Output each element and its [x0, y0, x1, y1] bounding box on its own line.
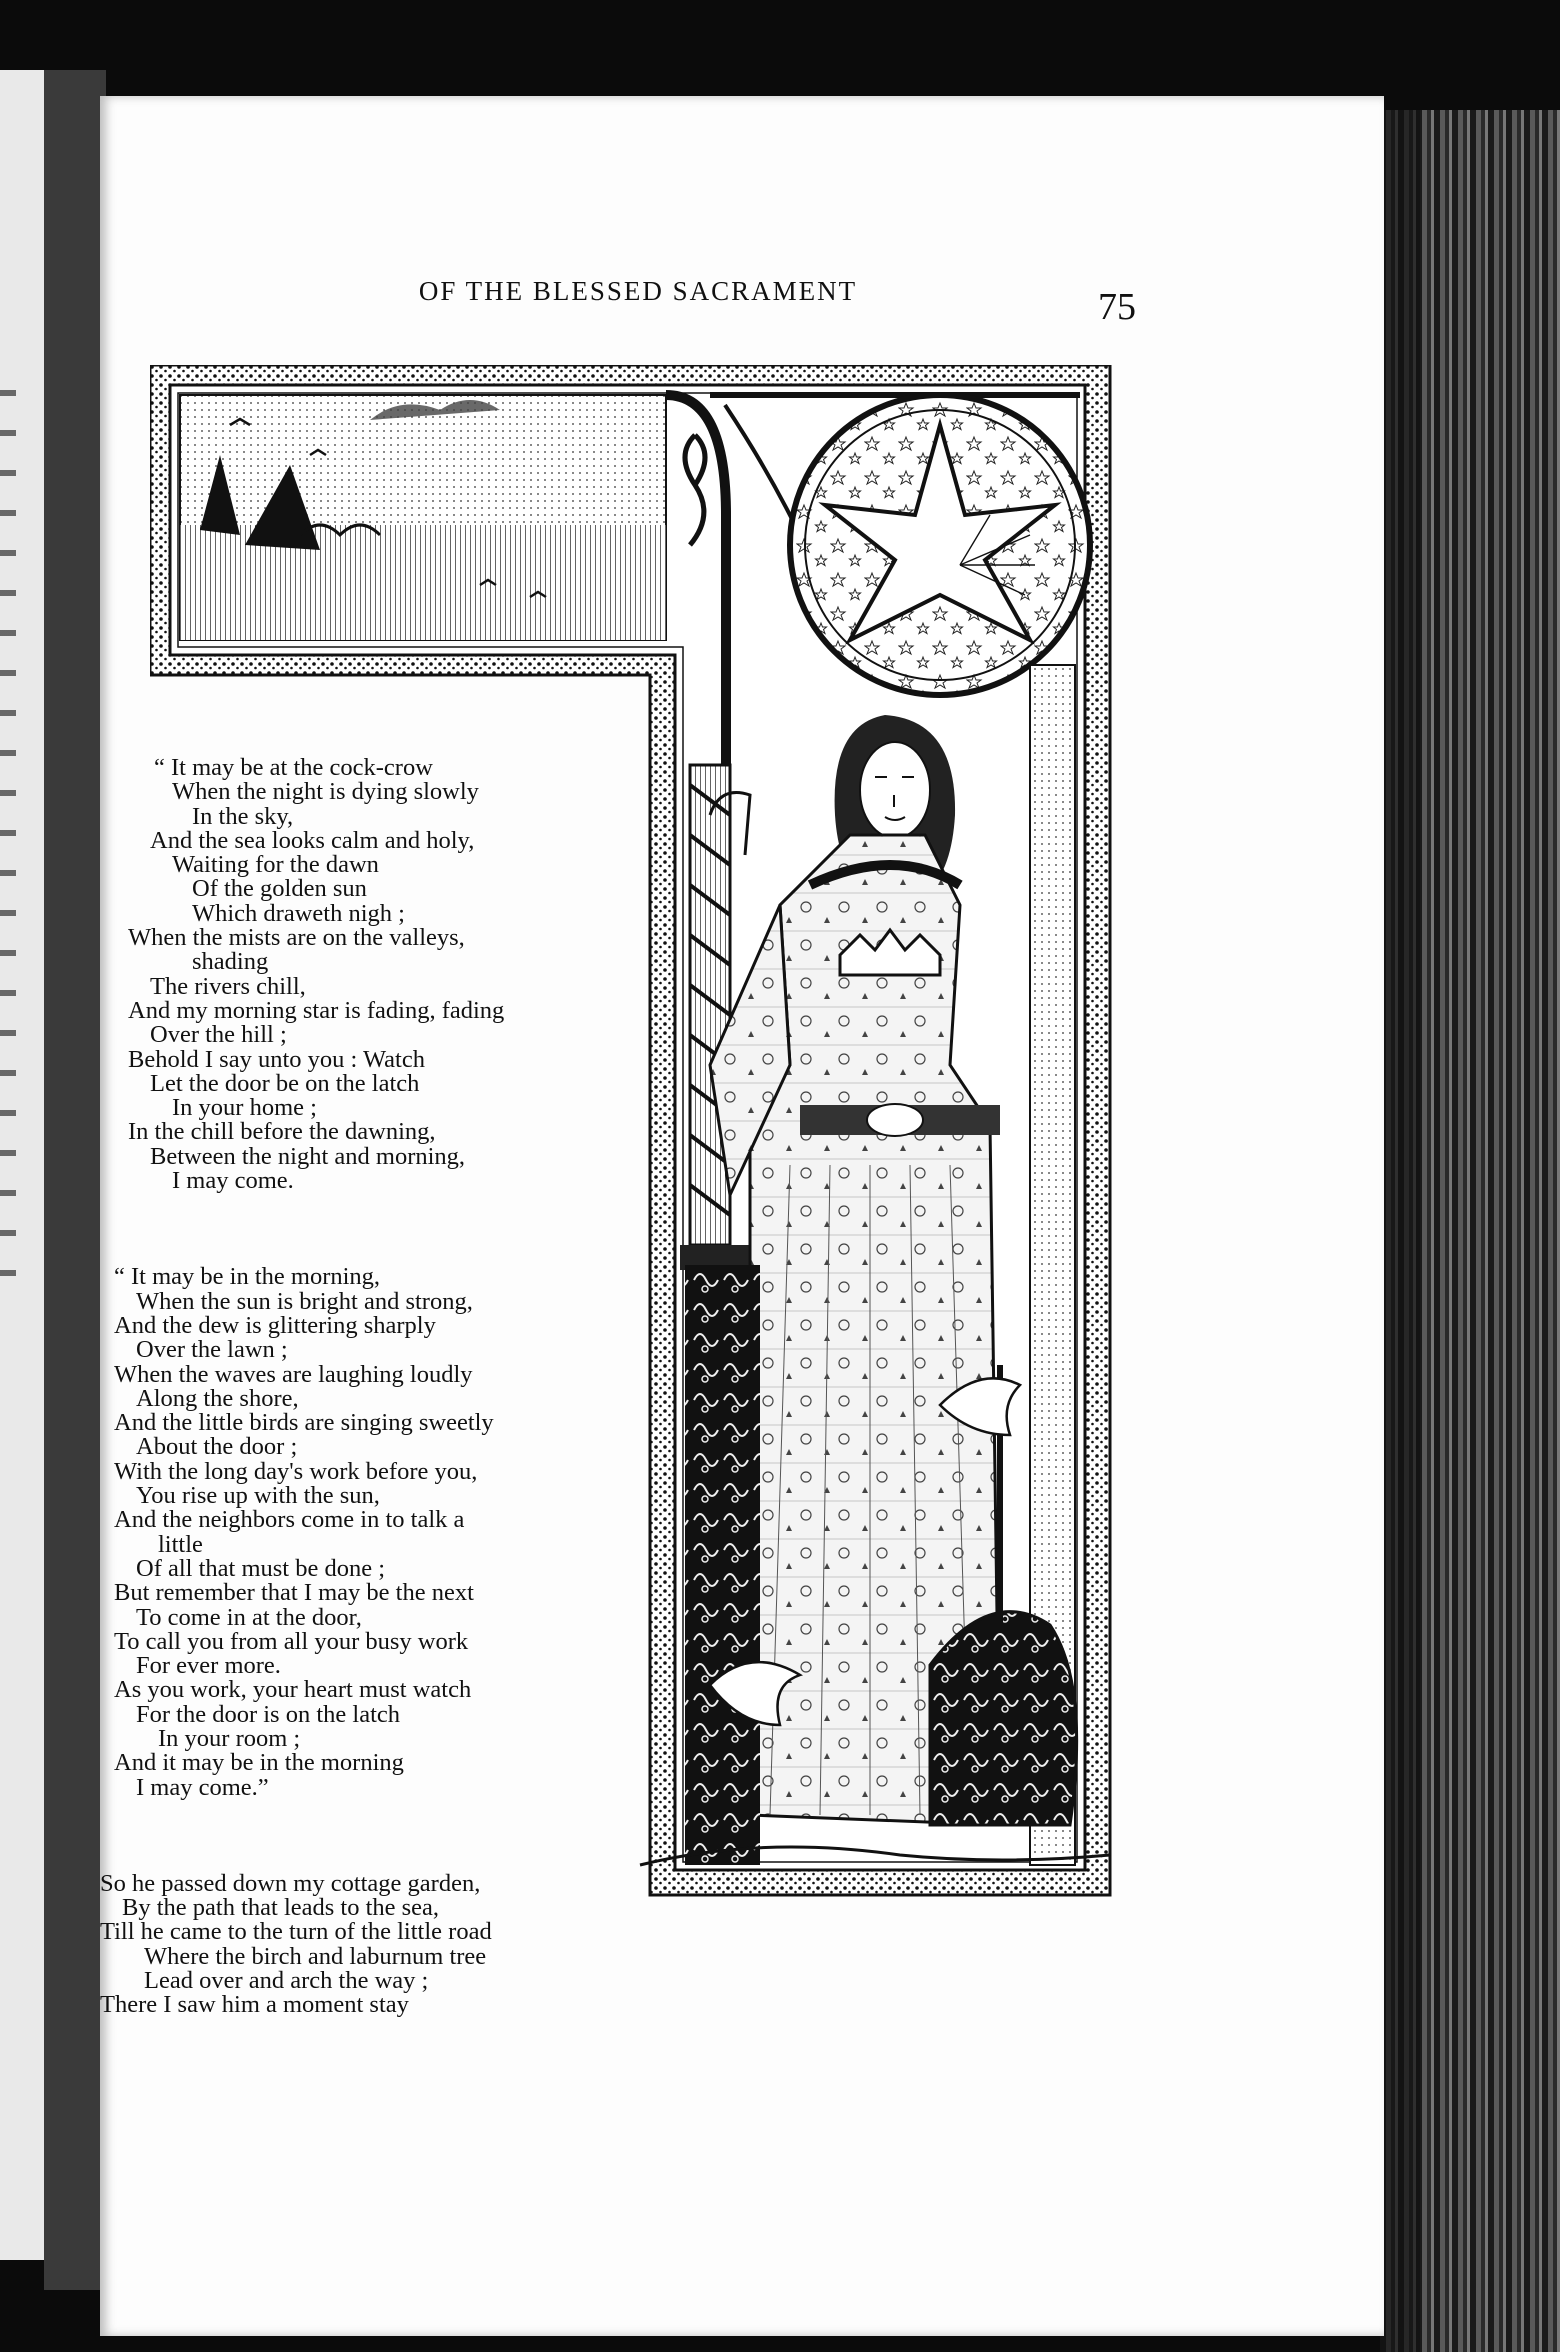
poem-line: little — [158, 1530, 203, 1558]
poem-line: Lead over and arch the way ; — [144, 1967, 429, 1995]
poem-line: I may come. — [172, 1167, 294, 1195]
poem-line: When the sun is bright and strong, — [136, 1287, 473, 1315]
poem-line: Along the shore, — [136, 1384, 299, 1412]
poem-line: Waiting for the dawn — [172, 851, 379, 879]
poem-line: To call you from all your busy work — [114, 1627, 469, 1655]
poem-line: “ It may be at the cock-crow — [154, 754, 433, 781]
poem-line: shading — [192, 948, 269, 976]
stanza-2 — [114, 1265, 700, 1800]
stanza-3 — [100, 1869, 700, 2019]
poem-line: The rivers chill, — [150, 972, 306, 1000]
poem-line: When the mists are on the valleys, — [128, 924, 465, 952]
poem-line: And it may be in the morning — [114, 1749, 404, 1777]
poem-line: And the sea looks calm and holy, — [150, 826, 475, 854]
poem-line: In the sky, — [192, 802, 294, 830]
poem-line: Over the lawn ; — [136, 1336, 288, 1364]
poem-line: Behold I say unto you : Watch — [128, 1045, 425, 1073]
poem-line: You rise up with the sun, — [136, 1482, 380, 1510]
poem-line: But remember that I may be the next — [114, 1579, 474, 1607]
poem-line: When the waves are laughing loudly — [114, 1360, 473, 1388]
book-page-edges — [1380, 110, 1560, 2352]
poem-line: And my morning star is fading, fading — [128, 996, 505, 1024]
poem-line: Of the golden sun — [192, 875, 367, 903]
poem-line: And the dew is glittering sharply — [114, 1311, 436, 1339]
poem-line: Which draweth nigh ; — [192, 899, 405, 927]
poem-line: In your room ; — [158, 1724, 301, 1752]
poem-line: Let the door be on the latch — [150, 1069, 420, 1097]
poem-line: Of all that must be done ; — [136, 1554, 386, 1582]
poem-line: And the little birds are singing sweetly — [114, 1409, 494, 1437]
page-number: 75 — [1098, 286, 1136, 328]
poem-line: By the path that leads to the sea, — [122, 1894, 440, 1922]
poem-line: In the chill before the dawning, — [128, 1118, 436, 1146]
poem-line: When the night is dying slowly — [172, 778, 479, 806]
poem-line: As you work, your heart must watch — [114, 1676, 472, 1704]
gutter-shadow — [44, 70, 106, 2290]
running-title: OF THE BLESSED SACRAMENT — [418, 276, 858, 306]
poem-line: In your home ; — [172, 1094, 317, 1122]
poem-line: There I saw him a moment stay — [100, 1991, 409, 2019]
poem-line: With the long day's work before you, — [114, 1457, 478, 1485]
stanza-1 — [128, 756, 700, 1193]
poem-line: Where the birch and laburnum tree — [144, 1942, 487, 1970]
poem-line: About the door ; — [136, 1433, 298, 1461]
poem-line: For ever more. — [136, 1652, 281, 1680]
poem-text — [100, 756, 700, 2018]
poem-line: Over the hill ; — [150, 1021, 287, 1049]
poem-line: I may come.” — [136, 1773, 269, 1801]
poem-line: “ It may be in the morning, — [114, 1263, 381, 1291]
poem-line: Between the night and morning, — [150, 1142, 466, 1170]
facing-page-print-marks — [0, 390, 16, 1290]
poem-line: So he passed down my cottage garden, — [100, 1869, 481, 1897]
poem-line: For the door is on the latch — [136, 1700, 401, 1728]
poem-line: Till he came to the turn of the little road — [100, 1918, 492, 1946]
poem-line: And the neighbors come in to talk a — [114, 1506, 465, 1534]
poem-line: To come in at the door, — [136, 1603, 362, 1631]
